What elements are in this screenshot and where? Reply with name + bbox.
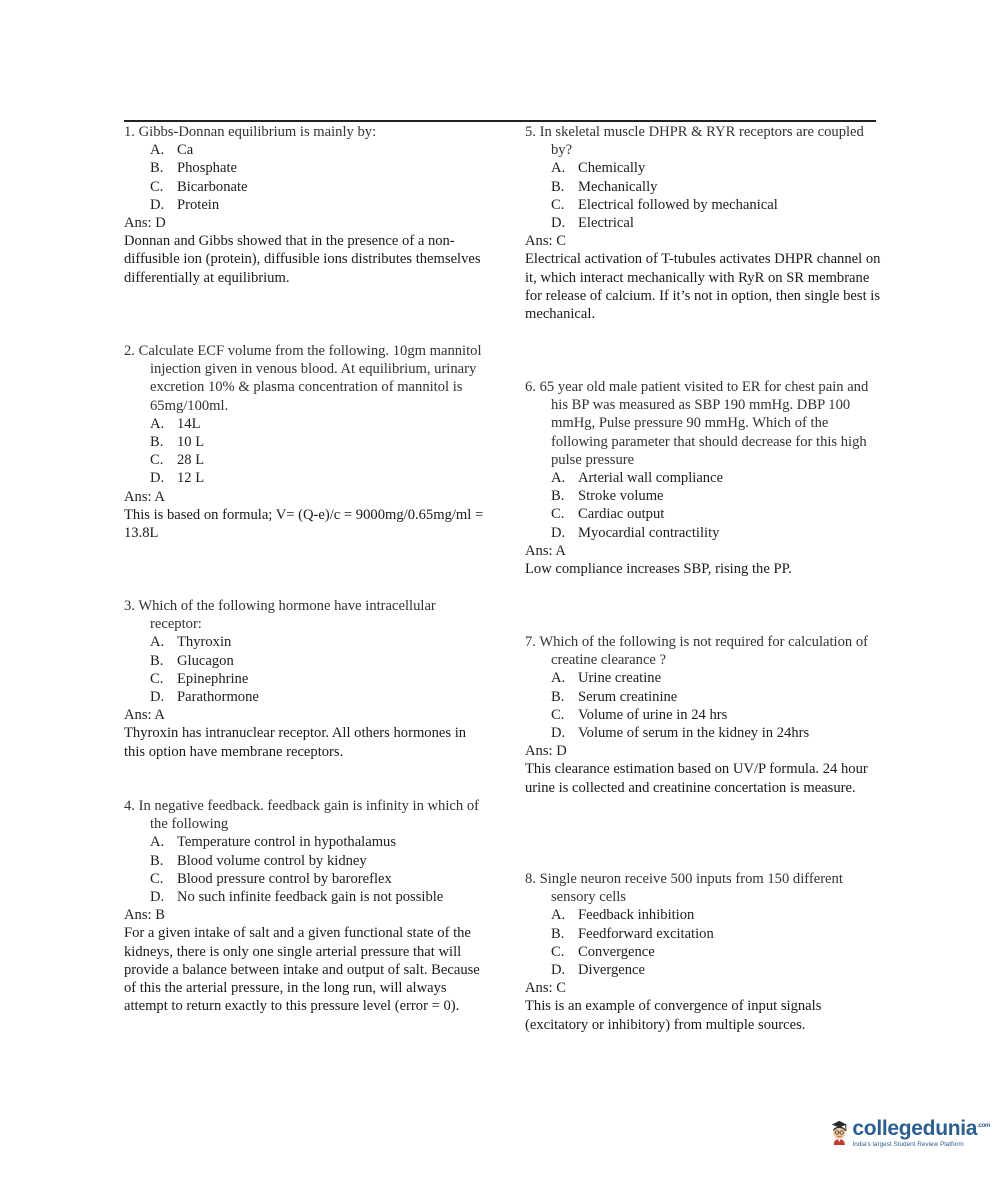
option-text: Arterial wall compliance — [578, 470, 724, 487]
option-item — [124, 178, 484, 196]
option-text: Volume of urine in 24 hrs — [578, 706, 728, 723]
option-letter: B. — [150, 652, 164, 669]
question-stem: 4. In negative feedback. feedback gain is infinity in which of the following — [124, 798, 479, 833]
option-item — [124, 415, 484, 433]
option-item — [525, 706, 885, 724]
option-item — [525, 178, 885, 196]
option-letter: B. — [150, 434, 164, 451]
answer-line: Ans: A — [124, 707, 165, 724]
option-text: Ca — [177, 142, 194, 159]
option-list — [525, 906, 885, 979]
option-text: Glucagon — [177, 652, 234, 669]
answer-line: Ans: C — [525, 980, 566, 997]
question-4 — [124, 797, 484, 1015]
option-text: Protein — [177, 196, 220, 213]
option-text: Divergence — [578, 962, 645, 979]
option-item — [124, 688, 484, 706]
explanation: Low compliance increases SBP, rising the PP. — [525, 561, 792, 578]
option-letter: A. — [150, 142, 165, 159]
answer-line: Ans: C — [525, 233, 566, 250]
option-item — [525, 524, 885, 542]
option-letter: A. — [150, 834, 165, 851]
option-letter: D. — [551, 215, 566, 232]
option-letter: C. — [150, 870, 164, 887]
option-list — [124, 415, 484, 488]
option-text: Myocardial contractility — [578, 524, 720, 541]
question-8 — [525, 870, 885, 1034]
answer-line: Ans: A — [124, 488, 165, 505]
question-stem: 6. 65 year old male patient visited to ER for chest pain and his BP was measured as SBP 190 mmHg. DBP 100 mmHg, Pulse pressure 90 mmHg. Which of the following parameter that should decrease for this high pulse pressure — [525, 379, 869, 468]
option-list — [124, 141, 484, 214]
option-item — [124, 141, 484, 159]
option-list — [124, 833, 484, 906]
option-letter: B. — [551, 178, 565, 195]
option-letter: D. — [150, 196, 165, 213]
option-text: Chemically — [578, 160, 646, 177]
answer-line: Ans: D — [525, 743, 567, 760]
option-text: Urine creatine — [578, 670, 662, 687]
question-stem: 3. Which of the following hormone have intracellular receptor: — [124, 598, 436, 633]
option-text: Bicarbonate — [177, 178, 248, 195]
option-text: Thyroxin — [177, 634, 232, 651]
option-letter: A. — [551, 160, 566, 177]
option-text: Feedback inhibition — [578, 907, 695, 924]
explanation: This is based on formula; V= (Q-e)/c = 9000mg/0.65mg/ml = 13.8L — [124, 506, 484, 542]
option-text: 14L — [177, 415, 201, 432]
option-item — [525, 214, 885, 232]
option-text: Phosphate — [177, 160, 237, 177]
option-item — [124, 196, 484, 214]
explanation: For a given intake of salt and a given functional state of the kidneys, there is only one single arterial pressure that will provide a balance between intake and output of salt. Because of this the arterial pressure, in the long run, will always attempt to return exactly to this pressure level (error = 0). — [124, 925, 480, 1015]
option-letter: A. — [551, 670, 566, 687]
option-item — [525, 925, 885, 943]
option-letter: B. — [150, 160, 164, 177]
option-text: Serum creatinine — [578, 688, 678, 705]
option-letter: D. — [150, 889, 165, 906]
option-text: Stroke volume — [578, 488, 664, 505]
option-letter: A. — [150, 634, 165, 651]
option-letter: C. — [551, 196, 565, 213]
option-item — [124, 888, 484, 906]
option-letter: C. — [551, 706, 565, 723]
option-list — [525, 469, 885, 542]
option-item — [124, 870, 484, 888]
option-item — [525, 724, 885, 742]
option-letter: B. — [150, 852, 164, 869]
option-text: Blood volume control by kidney — [177, 852, 367, 869]
explanation: This clearance estimation based on UV/P formula. 24 hour urine is collected and creatinine concertation is measure. — [525, 761, 868, 796]
option-item — [124, 652, 484, 670]
option-letter: C. — [150, 452, 164, 469]
option-letter: C. — [551, 506, 565, 523]
option-item — [525, 906, 885, 924]
explanation: Electrical activation of T-tubules activates DHPR channel on it, which interact mechanically with RyR on SR membrane for release of calcium. If it’s not in option, then single best is mechanical. — [525, 251, 881, 323]
option-item — [124, 433, 484, 451]
option-item — [525, 505, 885, 523]
answer-line: Ans: D — [124, 215, 166, 232]
option-text: 28 L — [177, 452, 205, 469]
option-text: Volume of serum in the kidney in 24hrs — [578, 725, 810, 742]
option-letter: C. — [150, 178, 164, 195]
option-text: Convergence — [578, 943, 655, 960]
option-item — [525, 487, 885, 505]
option-letter: C. — [150, 670, 164, 687]
logo-name: collegedunia$^{.com}$ — [852, 1117, 990, 1140]
question-stem: 7. Which of the following is not required for calculation of creatine clearance ? — [525, 634, 868, 669]
option-list — [525, 669, 885, 742]
option-text: Blood pressure control by baroreflex — [177, 870, 392, 887]
explanation: Donnan and Gibbs showed that in the presence of a non-diffusible ion (protein), diffusible ions distributes themselves differentially at equilibrium. — [124, 233, 481, 286]
option-letter: D. — [551, 725, 566, 742]
option-text: Mechanically — [578, 178, 658, 195]
option-text: Electrical followed by mechanical — [578, 196, 778, 213]
option-item — [525, 943, 885, 961]
option-item — [124, 833, 484, 851]
option-item — [525, 159, 885, 177]
question-5 — [525, 123, 885, 323]
option-item — [124, 451, 484, 469]
question-stem: 8. Single neuron receive 500 inputs from 150 different sensory cells — [525, 871, 843, 906]
option-item — [124, 159, 484, 177]
option-letter: D. — [551, 524, 566, 541]
option-letter: D. — [150, 470, 165, 487]
question-6 — [525, 378, 885, 578]
option-item — [525, 961, 885, 979]
option-item — [525, 669, 885, 687]
collegedunia-logo[interactable] — [830, 1104, 990, 1160]
question-stem: 1. Gibbs-Donnan equilibrium is mainly by: — [124, 124, 377, 140]
explanation: Thyroxin has intranuclear receptor. All others hormones in this option have membrane receptors. — [124, 725, 467, 760]
question-1 — [124, 123, 484, 287]
option-text: Electrical — [578, 215, 634, 232]
option-item — [525, 688, 885, 706]
graduate-mascot-icon — [830, 1104, 850, 1160]
option-item — [124, 469, 484, 487]
option-text: No such infinite feedback gain is not possible — [177, 889, 444, 906]
option-text: Parathormone — [177, 689, 259, 706]
option-letter: B. — [551, 688, 565, 705]
option-text: Temperature control in hypothalamus — [177, 834, 397, 851]
option-item — [124, 670, 484, 688]
option-item — [525, 469, 885, 487]
question-2 — [124, 342, 484, 542]
question-7 — [525, 633, 885, 797]
explanation: This is an example of convergence of input signals (excitatory or inhibitory) from multiple sources. — [525, 998, 822, 1033]
question-stem: 5. In skeletal muscle DHPR & RYR receptors are coupled by? — [525, 124, 864, 159]
option-letter: B. — [551, 488, 565, 505]
option-letter: A. — [551, 907, 566, 924]
option-text: Epinephrine — [177, 670, 249, 687]
header-rule — [124, 120, 876, 122]
option-item — [124, 633, 484, 651]
option-list — [525, 159, 885, 232]
option-letter: D. — [150, 689, 165, 706]
option-text: 10 L — [177, 434, 205, 451]
option-letter: B. — [551, 925, 565, 942]
option-text: 12 L — [177, 470, 205, 487]
option-item — [124, 852, 484, 870]
option-list — [124, 633, 484, 706]
question-stem: 2. Calculate ECF volume from the following. 10gm mannitol injection given in venous blood. At equilibrium, urinary excretion 10% & plasma concentration of mannitol is 65mg/100ml. — [124, 343, 482, 414]
option-letter: A. — [551, 470, 566, 487]
question-3 — [124, 597, 484, 761]
option-item — [525, 196, 885, 214]
option-letter: A. — [150, 415, 165, 432]
answer-line: Ans: A — [525, 542, 566, 559]
logo-wordmark — [852, 1115, 990, 1149]
logo-tagline: India's largest Student Review Platform — [852, 1141, 964, 1148]
option-text: Cardiac output — [578, 506, 665, 523]
option-letter: D. — [551, 962, 566, 979]
option-text: Feedforward excitation — [578, 925, 714, 942]
answer-line: Ans: B — [124, 907, 165, 924]
option-letter: C. — [551, 943, 565, 960]
